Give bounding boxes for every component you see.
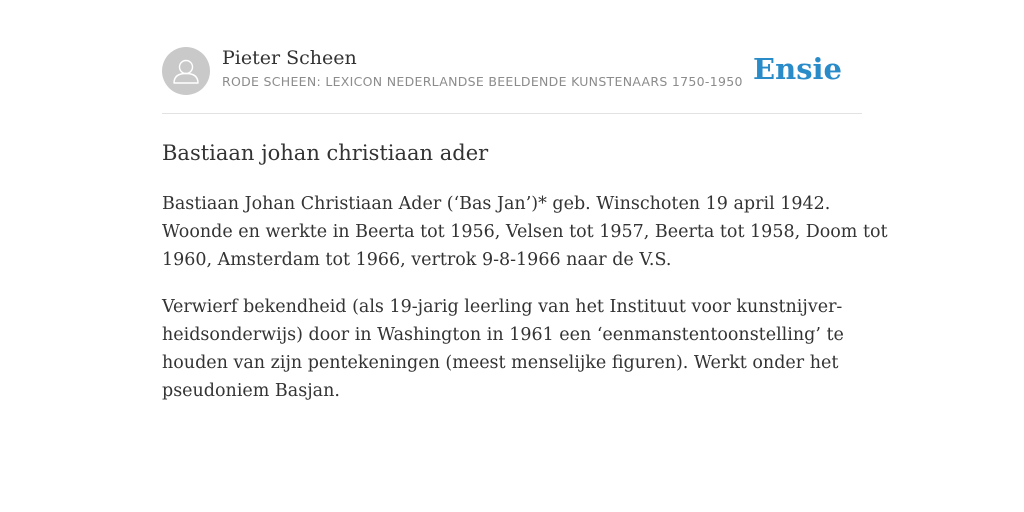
- paragraph: [162, 293, 862, 405]
- text-line: houden van zijn pentekeningen (meest menselijke figuren). Werkt onder het: [162, 353, 839, 373]
- text-line: Verwierf bekendheid (als 19-jarig leerling van het Instituut voor kunstnijver-: [162, 297, 843, 317]
- brand-logo[interactable]: Ensie: [753, 52, 842, 86]
- divider: [162, 113, 862, 114]
- article-body: [162, 190, 888, 424]
- text-line: heidsonderwijs) door in Washington in 1961 een ‘eenmanstentoonstelling’ te: [162, 325, 844, 345]
- text-line: 1960, Amsterdam tot 1966, vertrok 9-8-1966 naar de V.S.: [162, 250, 672, 270]
- author-header: [162, 46, 862, 96]
- text-line: pseudoniem Basjan.: [162, 381, 340, 401]
- paragraph: [162, 190, 888, 274]
- author-name[interactable]: Pieter Scheen: [222, 47, 357, 69]
- avatar[interactable]: [162, 47, 210, 95]
- text-line: Bastiaan Johan Christiaan Ader (‘Bas Jan’)* geb. Winschoten 19 april 1942.: [162, 194, 831, 214]
- page-title: Bastiaan johan christiaan ader: [162, 141, 489, 165]
- user-silhouette-icon: [162, 47, 210, 95]
- source-title[interactable]: RODE SCHEEN: LEXICON NEDERLANDSE BEELDENDE KUNSTENAARS 1750-1950: [222, 74, 743, 89]
- text-line: Woonde en werkte in Beerta tot 1956, Velsen tot 1957, Beerta tot 1958, Doom tot: [162, 222, 888, 242]
